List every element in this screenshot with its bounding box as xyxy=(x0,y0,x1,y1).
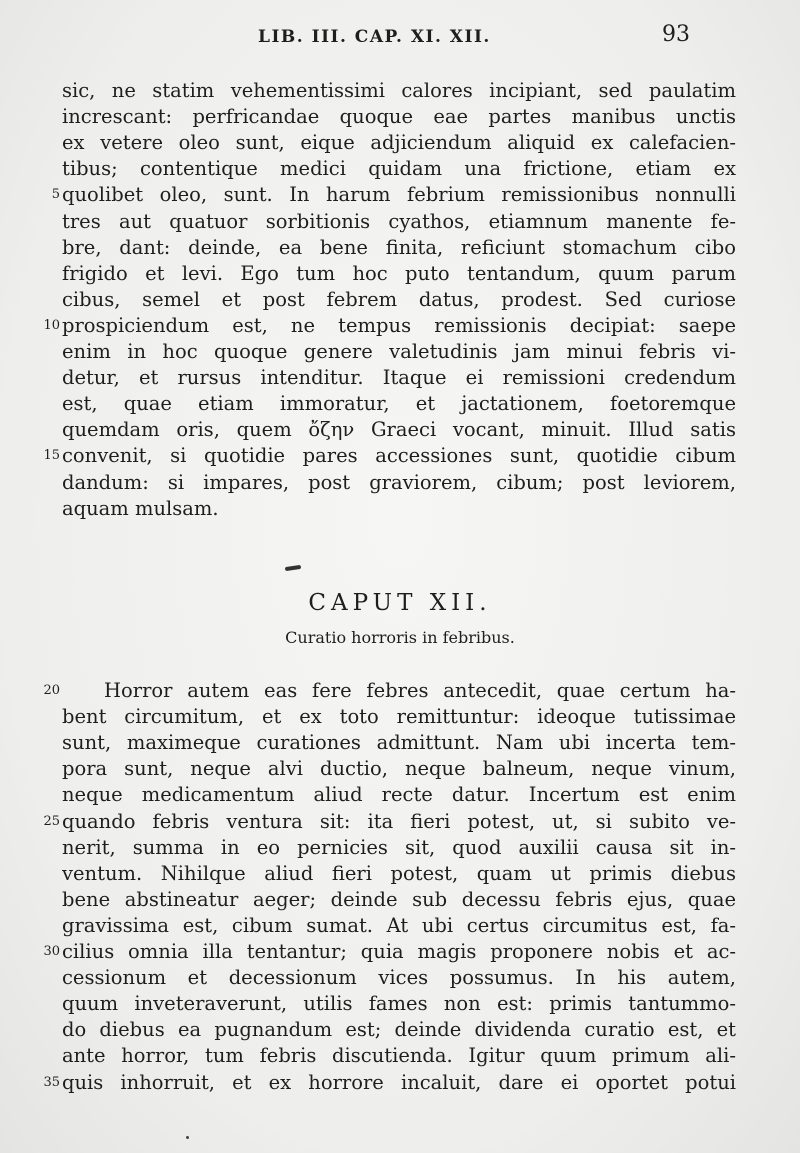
text-line xyxy=(0,782,800,808)
line-text: nerit, summa in eo pernicies sit, quod auxilii causa sit in- xyxy=(62,835,736,859)
text-line xyxy=(0,78,800,104)
text-line xyxy=(0,261,800,287)
line-text: cessionum et decessionum vices possumus. In his autem, xyxy=(62,966,736,990)
text-line xyxy=(0,339,800,365)
text-line xyxy=(0,939,800,965)
text-line xyxy=(0,1070,800,1096)
line-text: ante horror, tum febris discutienda. Igitur quum primum ali- xyxy=(62,1044,736,1068)
line-text: dandum: si impares, post graviorem, cibum; post leviorem, xyxy=(62,470,736,494)
line-number: 30 xyxy=(43,944,60,959)
text-line xyxy=(0,756,800,782)
line-text: enim in hoc quoque genere valetudinis jam minui febris vi- xyxy=(62,340,736,363)
text-line xyxy=(0,287,800,313)
text-line xyxy=(0,130,800,156)
line-text: aquam mulsam. xyxy=(62,496,219,520)
line-text: pora sunt, neque alvi ductio, neque balneum, neque vinum, xyxy=(62,757,736,781)
line-text: convenit, si quotidie pares accessiones sunt, quotidie cibum xyxy=(62,444,736,468)
text-line xyxy=(0,470,800,496)
line-text: quis inhorruit, et ex horrore incaluit, dare ei oportet potui xyxy=(62,1070,736,1094)
line-text: est, quae etiam immoratur, et jactationem, foetoremque xyxy=(62,392,736,416)
line-text: do diebus ea pugnandum est; deinde dividenda curatio est, et xyxy=(62,1018,736,1042)
text-line xyxy=(0,861,800,887)
text-line xyxy=(0,730,800,756)
text-line xyxy=(0,887,800,913)
text-line xyxy=(0,913,800,939)
text-line xyxy=(0,417,800,443)
line-number: 25 xyxy=(43,813,60,829)
text-line xyxy=(0,1017,800,1043)
line-text: tres aut quatuor sorbitionis cyathos, etiamnum manente fe- xyxy=(62,209,736,233)
line-number: 20 xyxy=(43,683,60,698)
line-text: Horror autem eas fere febres antecedit, quae certum ha- xyxy=(104,679,736,702)
line-text: neque medicamentum aliud recte datur. Incertum est enim xyxy=(62,783,736,807)
line-text: ventum. Nihilque aliud fieri potest, quam ut primis diebus xyxy=(62,861,736,885)
line-text: prospiciendum est, ne tempus remissionis decipiat: saepe xyxy=(62,313,736,337)
line-text: sunt, maximeque curationes admittunt. Nam ubi incerta tem- xyxy=(62,731,736,755)
line-text: sic, ne statim vehementissimi calores incipiant, sed paulatim xyxy=(62,79,736,102)
printer-ornament xyxy=(285,565,301,571)
line-text: gravissima est, cibum sumat. At ubi certus circumitus est, fa- xyxy=(62,913,736,937)
text-line xyxy=(0,835,800,861)
text-line xyxy=(0,704,800,730)
text-line xyxy=(0,156,800,182)
line-text: quemdam oris, quem ὄζην Graeci vocant, minuit. Illud satis xyxy=(62,418,736,442)
text-line xyxy=(0,678,800,704)
text-line xyxy=(0,365,800,391)
page-header xyxy=(0,22,800,52)
chapter-title: CAPUT XII. xyxy=(308,590,492,616)
line-number: 35 xyxy=(43,1074,60,1090)
running-head: LIB. III. CAP. XI. XII. xyxy=(258,27,491,47)
line-text: cibus, semel et post febrem datus, prodest. Sed curiose xyxy=(62,287,736,311)
line-number: 15 xyxy=(43,448,60,464)
text-line xyxy=(0,209,800,235)
text-line xyxy=(0,809,800,835)
text-line xyxy=(0,443,800,469)
line-number: 10 xyxy=(43,317,60,333)
line-text: bent circumitum, et ex toto remittuntur: ideoque tutissimae xyxy=(62,705,736,729)
text-line xyxy=(0,104,800,130)
ink-speck xyxy=(186,1136,189,1139)
text-line xyxy=(0,1043,800,1069)
line-text: quolibet oleo, sunt. In harum febrium remissionibus nonnulli xyxy=(62,183,736,207)
page-number: 93 xyxy=(662,22,690,47)
line-text: frigido et levi. Ego tum hoc puto tentandum, quum parum xyxy=(62,261,736,285)
line-text: quando febris ventura sit: ita fieri potest, ut, si subito ve- xyxy=(62,809,736,833)
text-line xyxy=(0,991,800,1017)
chapter-subtitle: Curatio horroris in febribus. xyxy=(285,628,515,647)
line-text: bene abstineatur aeger; deinde sub decessu febris ejus, quae xyxy=(62,887,736,911)
text-line xyxy=(0,313,800,339)
text-line xyxy=(0,496,800,522)
line-number: 5 xyxy=(51,187,60,203)
line-text: bre, dant: deinde, ea bene finita, reficiunt stomachum cibo xyxy=(62,235,736,259)
line-text: tibus; contentique medici quidam una frictione, etiam ex xyxy=(62,157,736,181)
text-line xyxy=(0,235,800,261)
text-line xyxy=(0,182,800,208)
text-line xyxy=(0,391,800,417)
text-line xyxy=(0,965,800,991)
line-text: increscant: perfricandae quoque eae partes manibus unctis xyxy=(62,105,736,129)
line-text: quum inveteraverunt, utilis fames non est: primis tantummo- xyxy=(62,992,736,1016)
line-text: cilius omnia illa tentantur; quia magis proponere nobis et ac- xyxy=(62,940,736,963)
line-text: ex vetere oleo sunt, eique adjiciendum aliquid ex calefacien- xyxy=(62,131,736,155)
line-text: detur, et rursus intenditur. Itaque ei remissioni credendum xyxy=(62,366,736,390)
